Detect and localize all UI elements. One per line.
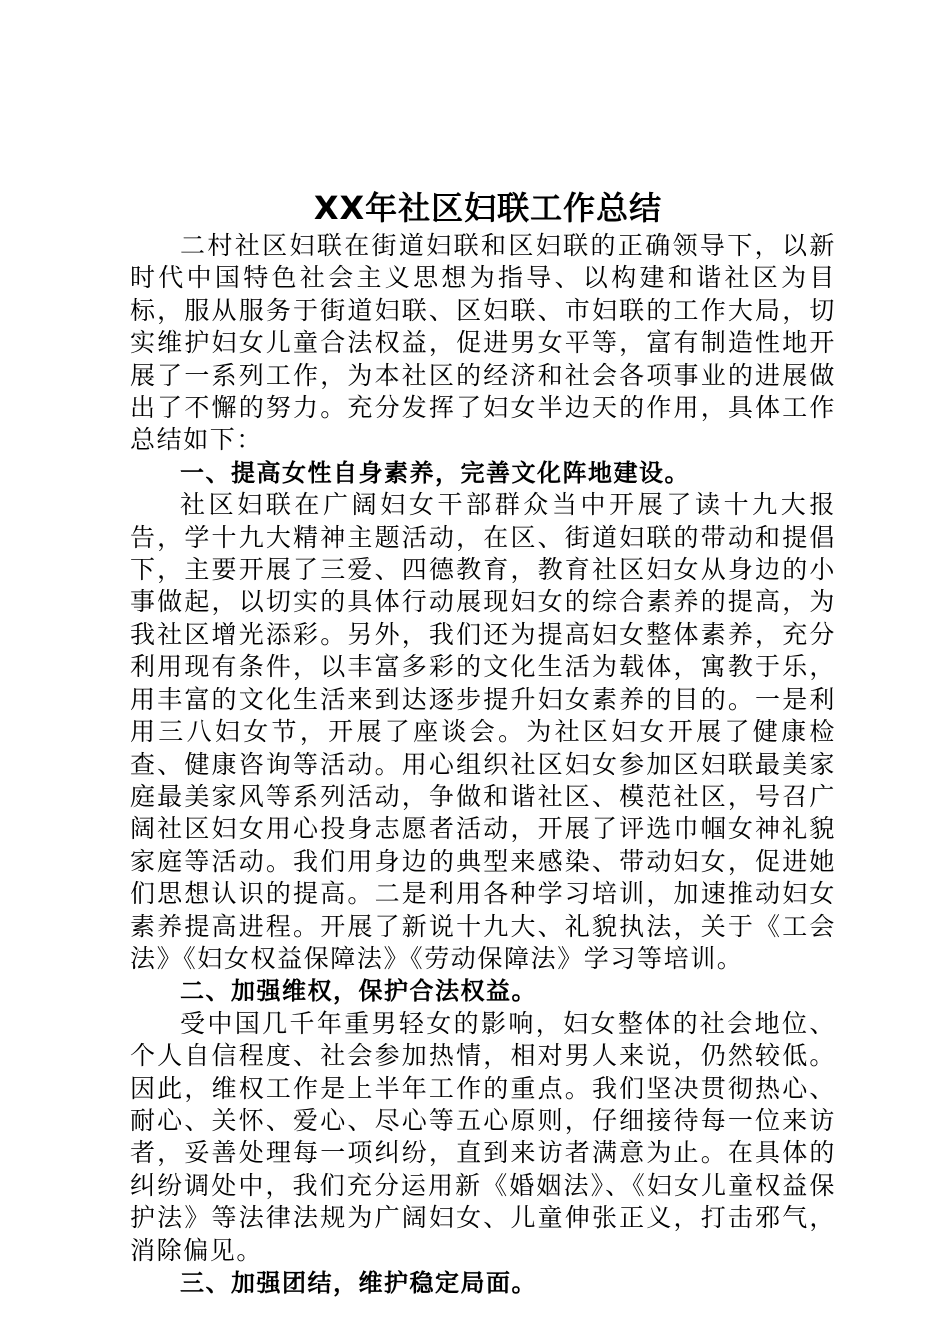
section-3-heading: 三、加强团结，维护稳定局面。	[180, 1269, 537, 1297]
intro-paragraph: 二村社区妇联在街道妇联和区妇联的正确领导下，以新时代中国特色社会主义思想为指导、以构建和谐社区为目标，服从服务于街道妇联、区妇联、市妇联的工作大局，切实维护妇女儿童合法权益，促进男女平等，富有制造性地开展了一系列工作，为本社区的经济和社会各项事业的进展做出了不懈的努力。充分发挥了妇女半边天的作用，具体工作总结如下：	[130, 231, 836, 455]
section-1-heading: 一、提高女性自身素养，完善文化阵地建设。	[180, 458, 690, 487]
document-title: XX年社区妇联工作总结	[313, 189, 663, 227]
section-2-paragraph: 受中国几千年重男轻女的影响，妇女整体的社会地位、个人自信程度、社会参加热情，相对男人来说，仍然较低。因此，维权工作是上半年工作的重点。我们坚决贯彻热心、耐心、关怀、爱心、尽心等五心原则，仔细接待每一位来访者，妥善处理每一项纠纷，直到来访者满意为止。在具体的纠纷调处中，我们充分运用新《婚姻法》、《妇女儿童权益保护法》等法律法规为广阔妇女、儿童伸张正义，打击邪气，消除偏见。	[130, 1008, 836, 1265]
document-content	[130, 186, 836, 1299]
section-1-paragraph: 社区妇联在广阔妇女干部群众当中开展了读十九大报告，学十九大精神主题活动，在区、街道妇联的带动和提倡下，主要开展了三爱、四德教育，教育社区妇女从身边的小事做起，以切实的具体行动展现妇女的综合素养的提高，为我社区增光添彩。另外，我们还为提高妇女整体素养，充分利用现有条件，以丰富多彩的文化生活为载体，寓教于乐，用丰富的文化生活来到达逐步提升妇女素养的目的。一是利用三八妇女节，开展了座谈会。为社区妇女开展了健康检查、健康咨询等活动。用心组织社区妇女参加区妇联最美家庭最美家风等系列活动，争做和谐社区、模范社区，号召广阔社区妇女用心投身志愿者活动，开展了评选巾帼女神礼貌家庭等活动。我们用身边的典型来感染、带动妇女，促进她们思想认识的提高。二是利用各种学习培训，加速推动妇女素养提高进程。开展了新说十九大、礼貌执法，关于《工会法》《妇女权益保障法》《劳动保障法》学习等培训。	[130, 490, 836, 973]
section-2-heading: 二、加强维权，保护合法权益。	[180, 977, 537, 1006]
